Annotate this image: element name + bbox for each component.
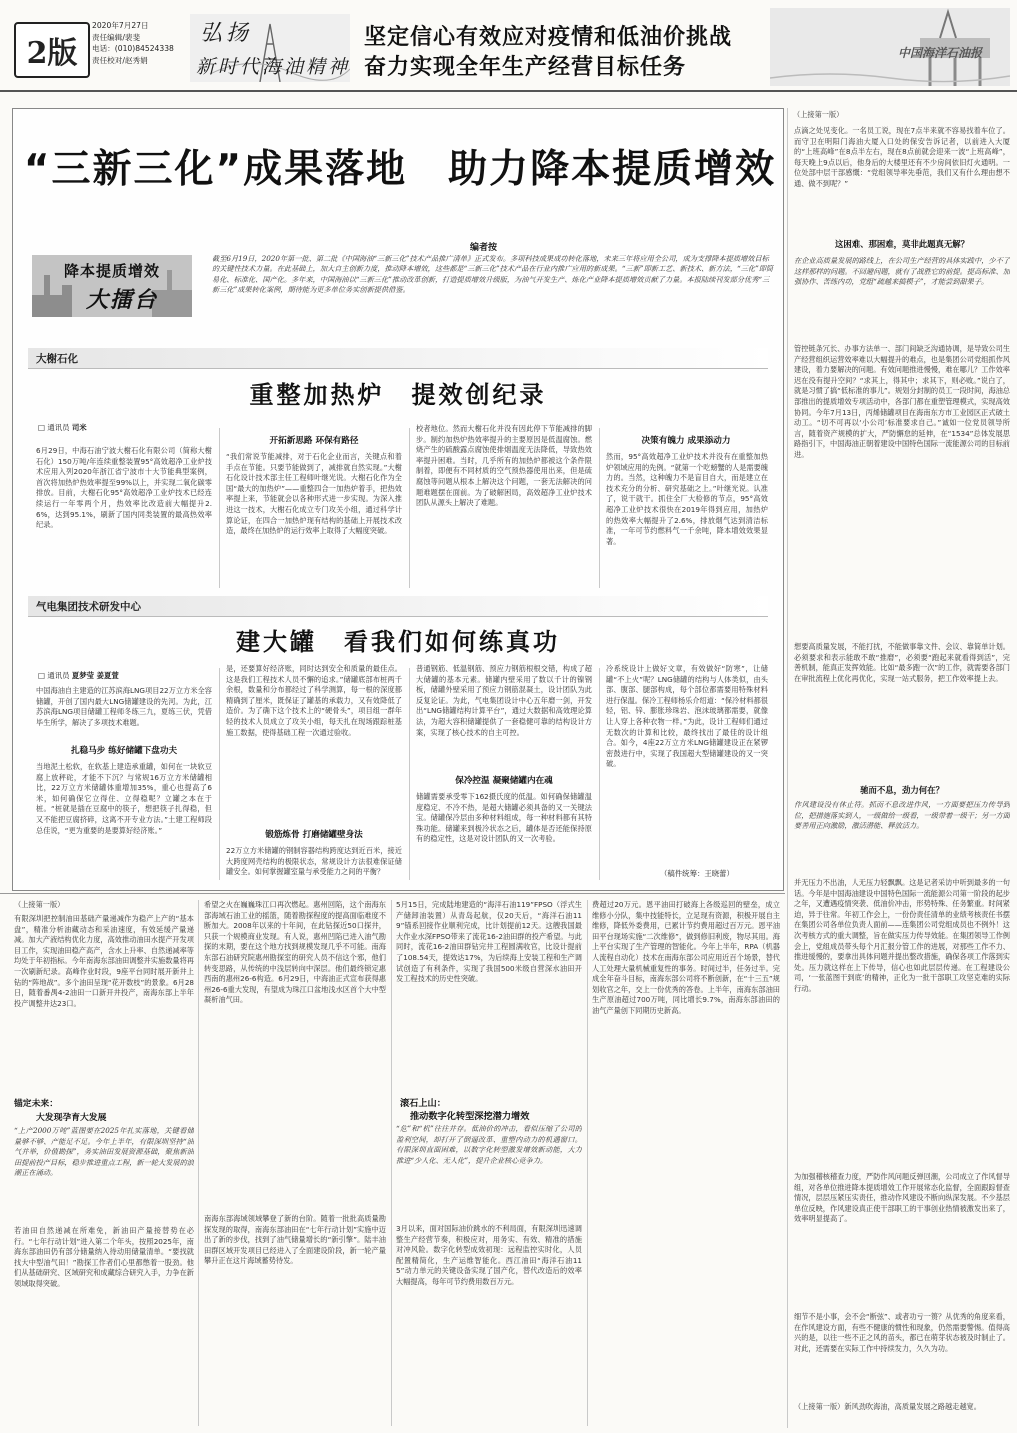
bottom-section-rule: [0, 893, 785, 894]
section-2-column-2: 是，还要算好经济账，同时达到安全和质量的最佳点。这是我们工程技术人员不懈的追求。”储罐底部布桩两千余根，数量和分布都经过了科学测算，每一根的深度都精确到了厘米，既保证了罐基的承载力，又有效降低了造价。为了确下这个技术上的“硬骨头”，项目组一群年轻的技术人员成立了攻关小组，每天扎在现场跟踪桩基施工数据，使得基础工程一次通过验收。: [226, 664, 402, 737]
bottom-column-4: 费超过20万元。恩平油田打破海上各级巡回的壁垒，成立维修小分队，集中技能特长，立足现有资源，积极开展自主维修，降低外委费用，已累计节约费用超过百万元。恩平油田平台现场实施“二次维修”，做到修旧利废，物尽其用。海上平台实现了生产管理的智能化。今年上半年，RPA（机器人流程自动化）技术在南海东部公司应用近百个场景，替代人工处理大量机械重复性的事务。时间过半，任务过半。完成全年奋斗目标，南海东部公司将不断创新，在“十三五”规划收官之年，交上一份优秀的答卷。上半年，南海东部油田生产原油超过700万吨，同比增长9.7%，南海东部油田的油气产量创下同期历史新高。: [592, 900, 780, 1015]
bottom-subhead-1-lead: 锚定未来：: [14, 1099, 58, 1109]
slogan-line-1: 弘扬: [200, 21, 253, 46]
byline-names: 夏梦莹 姜夏萱: [71, 671, 119, 680]
right-column-paragraph-1: 点滴之处见变化。一名员工说，现在7点半来就不容易找着车位了。而守卫在明阳门海油大厦入口处的保安告诉记者，以前进入大厦的“上班高峰”在8点半左右，现在8点前就会迎来一波“上班高峰”，每天晚上9点以后，他身后的大楼里还有不少房间依旧灯火通明。一位处部中层干部感慨：“党组领导率先垂范，我们又有什么理由想不通、做不到呢？”: [794, 126, 1010, 188]
slogan-line-2: 新时代海油精神: [196, 56, 351, 78]
bottom-subhead-1: 大发现孕育大发展: [36, 1113, 107, 1123]
masthead-platform-image: [770, 8, 1010, 86]
masthead-rule: [0, 90, 1017, 92]
section-2-subhead-1: 扎稳马步 练好储罐下盘功夫: [70, 746, 178, 756]
section-2-writer-credit: （稿件统筹：王晓蕾）: [660, 869, 734, 878]
right-column-ending: （上接第一版）新风劲吹海油，高质量发展之路越走越宽。: [794, 1402, 981, 1411]
bottom-column-3-lead: “危”和“机”往往并存。低油价的冲击，看似压缩了公司的盈利空间，却打开了倒逼改革、重塑内动力的机遇窗口。有限深圳直面困难，以数字化转型激发增效新动能，大力推进“少人化、无人化”，提升企业核心竞争力。: [396, 1124, 582, 1165]
section-band-2-label: 气电集团技术研发中心: [36, 601, 141, 613]
bottom-column-3b: 3月以来，面对国际油价跳水的不利局面，有限深圳迅速调整生产经营节奏，积极应对，用务实、有效、精准的措施对冲风险。数字化转型成效初现：远程监控实时化，人员配置精简化，生产运维智能化。西江油田“海洋石油115”动力单元的关键设备实现了国产化，替代改造后的效率大幅提高，每年可节约费用数百万元。: [396, 1224, 582, 1286]
masthead-headline-1: 坚定信心有效应对疫情和低油价挑战: [364, 25, 733, 50]
byline-prefix: □ 通讯员: [38, 671, 70, 680]
column-divider: [198, 900, 199, 1426]
right-column-paragraph-6: 细节不是小事，会不会“断弦”、或者功亏一篑？从优秀的角度来看，在作风建设方面，有些不健康的惯性和现象，仍然需要警惕。值得高兴的是，以往一些不正之风的苗头，都已在萌芽状态被及时制止了。对此，还需要在实际工作中持续发力，久久为功。: [794, 1312, 1010, 1353]
proof-credit: 责任校对/赵秀娟: [92, 55, 148, 65]
column-divider: [587, 900, 588, 1426]
section-1-title: 重整加热炉 提效创纪录: [249, 381, 547, 409]
right-column-lead-2: 作风建设没有休止符。抓而不息改进作风，一方面要把压力传导到位，把措施落实到人，一级做给一级看，一级带着一级干；另一方面要善用正向激励，激活潜能、释放活力。: [794, 800, 1010, 831]
section-2-column-4: 冷系统设计上做好文章，有效做好“防寒”，让储罐“不上火”呢？LNG储罐的结构与人体类似，由头部、腹部、腿部构成，每个部位都需要用特殊材料进行保温。保冷工程师杨乐介绍道：“保冷材料都很轻，铝、锌、膨胀珍珠岩、泡沫玻璃都需要，就像让人穿上各种衣物一样。”为此，设计工程师们通过无数次的计算和比较，最终找出了最佳的设计组合。如今，4座22万立方米LNG储罐建设正在紧锣密鼓进行中，实现了我国超大型储罐建设的又一突破。: [606, 664, 768, 769]
section-2-column-1: 中国海油自主建造的江苏滨海LNG项目22万立方米全容储罐，开创了国内最大LNG储罐建设的先河。为此，江苏滨海LNG项目储罐工程师冬练三九，夏练三伏，凭借毕生所学，解决了多项技术难题。: [36, 686, 212, 727]
byline-names: 司米: [71, 423, 87, 432]
issue-date: 2020年7月27日: [92, 21, 149, 30]
section-band-1: [28, 348, 768, 369]
section-2-column-3b: 储罐需要承受零下162摄氏度的低温。如何确保储罐温度稳定、不冷不热，是超大储罐必须具备的又一关键法宝。储罐保冷层由多种材料组成，每一种材料都有其特殊功能。储罐来到极冷状态之后，罐体是否还能保持原有的稳定性，这是对设计团队的又一次考验。: [416, 792, 592, 844]
page-number-badge: 2版: [14, 22, 90, 78]
column-logo-line-1: 降本提质增效: [64, 262, 161, 280]
section-1-column-1: 6月29日，中海石油宁波大榭石化有限公司（简称大榭石化）150万吨/年连续重整装置95°高效超净工业炉技术应用入列2020年浙江省宁波市十大节能典型案例，首次将加热炉热效率提至99%以上，并实现二氧化碳零排放。目前，大榭石化95°高效超净工业炉技术已经连续运行一年零两个月，热效率比改造前大幅提升2.6%，达到95.1%，刷新了国内同类装置的最高热效率纪录。: [36, 446, 212, 530]
section-1-subhead-2: 决策有魄力 成果添动力: [641, 436, 731, 446]
section-1-byline: [38, 422, 87, 433]
bottom-column-1: 有限深圳把控制油田基础产量递减作为稳产上产的“基本盘”，精准分析油藏动态和采油速度，有效延缓产量递减。加大产液结构优化力度，高效推动油田水提产开发项目工作，实现油田稳产高产，含水上升率、自然递减率等均处于年初指标。今年南海东部油田调整并实施数量将再一次刷新纪录。高峰作业时段，9座平台同时展开新井上钻的“阵地战”。多个油田呈现“花开数枝”的景象。6月28日，随着番禺4-2油田一口新开井投产，南海东部上半年投产调整井达23口。: [14, 914, 194, 1008]
editor-credit: 责任编辑/裴斐: [92, 32, 141, 42]
masthead-info: [92, 20, 202, 66]
bottom-column-3: 5月15日，完成陆地建造的“海洋石油119”FPSO（浮式生产储卸油装置）从青岛起航，仅20天后，“海洋石油119”锚系回接作业顺利完成，比计划提前12天。这艘我国最大作业水深FPSO带来了流花16-2油田群的投产希望。与此同时，流花16-2油田群钻完井工程圆满收官，比设计提前了108.54天，提效达17%，为后续海上安装工程和生产调试创造了有利条件，实现了我国500米级自营深水油田开发工程技术的历史性突破。: [396, 900, 582, 984]
masthead-headline-2: 奋力实现全年生产经营目标任务: [364, 55, 687, 80]
editor-note-heading: 编者按: [470, 243, 498, 253]
bottom-column-1-lead: “上产2000万吨”蓝图要在2025年扎实落地，关键看储量够不够、产能足不足。今年上半年，有限深圳坚持“油气并举，价值勘探”，务实油田发展资源基础，聚焦新油田提前投产目标，稳步推进重点工程，新一轮大发展的浪潮正在涌动。: [14, 1126, 194, 1178]
bottom-column-2b: 南海东部海域领域攀登了新的台阶。随着一批批高质量勘探发现的取得，南海东部油田在“七年行动计划”实施中迈出了新的步伐，找到了油气储量增长的“新引擎”。陆丰油田群区域开发项目已经进入了全面建设阶段，新一轮产量攀升正在这片海域蓄势待发。: [204, 1214, 386, 1266]
bottom-column-1b: 若油田自然递减在所难免，新油田产量接替势在必行。“七年行动计划”进入第二个年头，按照2025年，南海东部油田仍有部分储量纳入待动用储量清单。“要找就找大中型油气田！”勘探工作者们心里都憋着一股劲。他们从基础研究、区域研究和成藏综合研究入手，力争在新领域取得突破。: [14, 1226, 194, 1288]
bottom-subhead-2-lead: 滚石上山：: [400, 1098, 446, 1109]
right-column-paragraph-4: 并无压力不出油，人无压力轻飘飘。这是记者采访中听到最多的一句话。今年是中国海油建设中国特色国际一流能源公司第一阶段的起步之年，又遭遇疫情突袭、低油价冲击，形势特殊、任务繁重。时间紧迫，异于往常。年初工作会上，一份份责任清单的业绩考核责任书摆在集团公司各单位负责人面前——连集团公司党组成员也不例外！这次考核方式的重大调整，旨在做实压力传导效能。在集团领导工作例会上，党组成员带头每个月汇报分管工作的进展，对那些工作不力、推进缓慢的，要拿出具体问题并提出整改措施，确保各项工作落到实处。压力就这样在上下传导，信心也如此层层传递。在工程建设公司，‘一张蓝图干到底’的精神，正化为一批干部职工攻坚克难的实际行动。: [794, 878, 1010, 993]
right-column-subhead-2: 驰而不息，劲力何在？: [860, 785, 944, 795]
section-2-title: 建大罐 看我们如何练真功: [236, 628, 560, 656]
right-column-paragraph-2: 管控链条冗长、办事方法单一、部门间缺乏沟通协调，是导致公司生产经营组织运营效率难以大幅提升的难点，也是集团公司党组抓作风建设，着力要解决的问题。有效问题推进慢慢，难在哪儿？工作效率迟在没有提升空间？“求其上，得其中；求其下，则必败。”说白了，就是习惯了搞“低标准的事儿”。规划分封制的员工一段时间，海油总部推出的提质增效专项活动中，各部门都在重塑管理模式，实现高效协同。今年7月13日，丙烯储罐项目在海南东方市工业园区正式破土动工。“切不可再以‘小公司’标准要求自己。”诚如一位党员领导所言，随着资产规模的扩大，严防懈怠的延伸，在“1534”总体发展思路指引下，中国海油正朝着建设中国特色国际一流能源公司的目标前进。: [794, 344, 1010, 459]
section-1-column-4: 然而，95°高效超净工业炉技术并没有在重整加热炉领域应用的先例。“就第一个吃螃蟹的人是需要魄力的。当然，这种魄力不是盲目自大，而是建立在技术充分的分析、研究基础之上。”叶继光说。认准了，说干就干。抓住全厂大检修的节点，95°高效超净工业炉技术很快在2019年得到应用，加热炉的热效率大幅提升了2.6%，排放烟气达到清洁标准，一年可节约燃料气一千余吨，降本增效效果显著。: [606, 452, 768, 546]
right-column-paragraph-5: 为加强稽核稽查力度，严防作风问题反弹回潮，公司成立了作风督导组，对各单位推进降本提质增效工作开展常态化监督，全面跟踪督查情况，层层压紧压实责任，推动作风建设不断向纵深发展。不少基层单位反映，作风建设真正使干部职工的干事创业热情被激发出来了，效率明显提高了。: [794, 1172, 1010, 1224]
bottom-column-2: 希望之火在巍巍珠江口再次燃起。惠州回陷，这个南海东部海域石油工业的摇篮，随着勘探程度的提高面临难度不断加大。2008年以来的十年间，在此钻探近50口探井，只获一个规模商业发现。有人说，惠州凹陷已进入油气勘探的末期，要在这个地方找到规模发现几乎不可能。南海东部石油研究院惠州勘探室的研究人员不信这个邪，他们转变思路，从传统的中浅层转向中深层。他们最终锁定惠西南的惠州26-6构造。6月29日，中海油正式宣布获得惠州26-6重大发现，有望成为珠江口盆地浅水区首个大中型凝析油气田。: [204, 900, 386, 1005]
section-2-column-1b: 当地泥土松软，在软基上建造承重罐，如何在一块软豆腐上放秤砣，才能不下沉？与常规16万立方米储罐相比，22万立方米储罐体重增加35%，重心也提高了6米，如何确保它立得住、立得稳呢？立罐之本在于桩。“桩就是插在豆腐中的筷子，想把筷子扎得稳，但又不能把豆腐挤碎，这离不开专业方法。”土建工程师段总佳说，“更为重要的是要算好经济账。”: [36, 762, 212, 835]
column-logo-line-2: 大擂台: [86, 287, 159, 313]
section-2-subhead-2: 锻筋炼骨 打磨储罐壁身法: [265, 830, 363, 840]
phone-number: 电话：(010)84524338: [92, 44, 174, 53]
column-divider: [787, 108, 788, 1428]
feature-title: “三新三化”成果落地 助力降本提质增效: [23, 147, 777, 192]
bottom-continued: （上接第一版）: [14, 900, 65, 909]
paper-name: 中国海洋石油报: [898, 46, 983, 60]
section-band-1-label: 大榭石化: [36, 353, 78, 365]
column-divider: [219, 668, 220, 880]
section-band-2: [28, 596, 768, 617]
section-2-column-3: 普通钢筋、低温钢筋、预应力钢筋根根交错，构成了超大储罐的基本元素。储罐内壁采用了数以千计的镍钢板，储罐外壁采用了预应力钢筋混凝土，设计团队为此反复论证。为此，气电集团设计中心五年磨一剑，开发出“LNG储罐结构计算平台”，通过大数据和高效理论算法，为超大容积储罐提供了一套稳健可靠的结构设计方案，实现了核心技术的自主可控。: [416, 664, 592, 737]
section-2-subhead-3: 保冷控温 凝聚储罐内在魂: [455, 776, 553, 786]
column-divider: [391, 900, 392, 1426]
section-1-column-3: 校者地位。然而大榭石化并没有因此停下节能减排的脚步。制约加热炉热效率提升的主要原因是低温腐蚀。燃烧产生的硫酸露点腐蚀使排烟温度无法降低，导致热效率提升困难。当时，几乎所有的加热炉都被这个条件限制着，即便有不同材质的空气预热器使用出来，但是硫腐蚀等问题从根本上解决这个问题，一套无法解决的问题难题摆在面前。为了破解困局，高效超净工业炉技术团队从源头上解决了难题。: [416, 424, 592, 508]
column-divider: [219, 428, 220, 588]
right-column-lead-1: 在企业高质量发展的路线上，在公司生产经营的具体实践中，少不了这样那样的问题。不回避问题，就有了战胜它的前提。提高标准、加强协作、苦练内功，党组“疏越来搞模子”，才能尝到甜果子。: [794, 256, 1010, 287]
column-divider: [599, 428, 600, 588]
section-1-subhead-1: 开拓新思路 环保有路径: [269, 436, 359, 446]
editor-note-text: 截至6月19日，2020年第一批、第二批《中国海油“三新三化”技术产品推广清单》正式发布。多项科技成果成功转化落地，未来三年将应用全公司，成为支撑降本提质增效目标的关键性技术力量。在此基础上，加大自主创新力度，推动降本增效，这些都是“三新三化”技术产品在行业内推广应用的新成果。“三新”即新工艺、新技术、新方法，“三化”即简易化、标准化、国产化。多年来，中国海油以“三新三化”推动改革创新，打造提质增效升级版，为油气开发生产、炼化产业降本提质增效贡献了力量。本报陆续刊发部分优秀“三新三化”成果转化案例，期待能为更多单位务实创新提供借鉴。: [212, 254, 774, 295]
right-column-continued: （上接第一版）: [793, 110, 844, 119]
column-divider: [409, 428, 410, 588]
right-column-paragraph-3: 想要高质量发展，不能打扰，不能做事靠文件、会议、靠简单计划。必须要求和表示能敢不敢“推磨”，必须要“跑起来就看得到活”，完善机制，能真正发挥效能。比如“最多跑一次”的工作，就需要各部门在审批流程上优化再优化，实现一站式服务，把工作效率提上去。: [794, 642, 1010, 683]
byline-prefix: □ 通讯员: [38, 423, 70, 432]
column-divider: [409, 668, 410, 880]
column-divider: [599, 668, 600, 880]
bottom-subhead-2: 推动数字化转型深挖潜力增效: [410, 1111, 530, 1122]
right-column-subhead-1: 这困难、那困难，莫非此题真无解？: [835, 239, 969, 249]
section-2-column-2b: 22万立方米储罐的钢制容器结构跨度达到近百米，接近大跨度网壳结构的极限状态，常规设计方法很难保证储罐安全。如何掌握罐室量与承受能力之间的平衡？: [226, 846, 402, 877]
section-1-column-2: “我们常说节能减排，对于石化企业而言，关键点和着手点在节能。只要节能做到了，减排就自然实现。”大榭石化设计技术部主任工程师叶继光说。大榭石化作为全国“最大的加热炉”——重整四合一加热炉着手，把热效率提上来，节能就会以各种形式进一步实现。为深入推进这一技术，大榭石化成立专门攻关小组，通过科学计算论证，在四合一加热炉现有结构的基础上开展技术改造，最终在加热炉的运行效率上取得了大幅度突破。: [226, 452, 402, 536]
section-2-byline: [38, 670, 119, 681]
